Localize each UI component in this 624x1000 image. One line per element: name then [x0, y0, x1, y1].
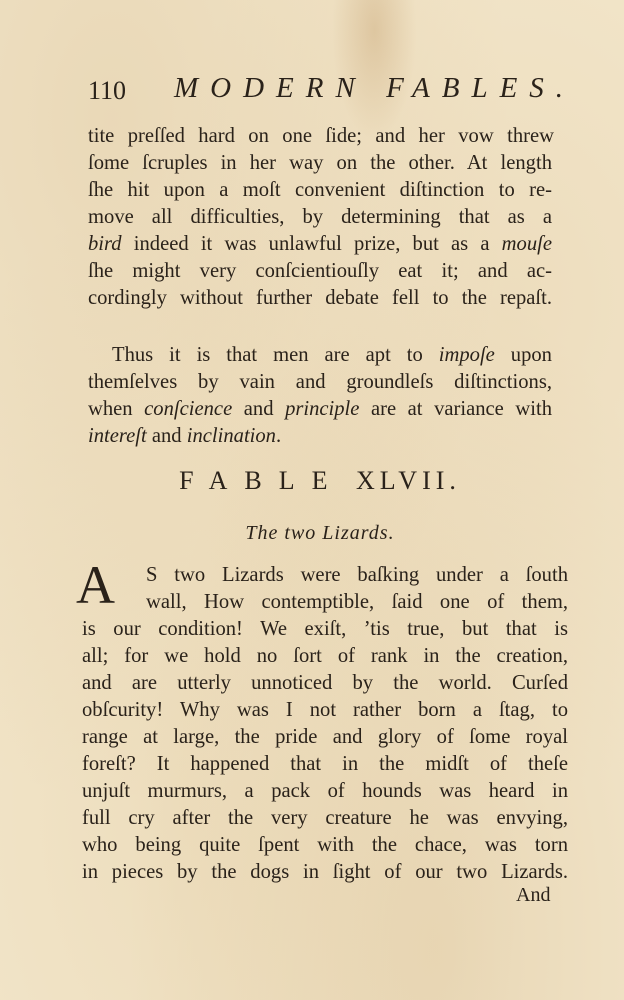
text-line: all; for we hold no ſort of rank in the creation,: [82, 645, 568, 667]
text-line: in pieces by the dogs in ſight of our two Lizards.: [82, 861, 568, 883]
text-line: Thus it is that men are apt to impoſe upon: [112, 344, 552, 366]
text-line: cordingly without further debate fell to the repaſt.: [88, 287, 552, 309]
text-line: bird indeed it was unlawful prize, but as a mouſe: [88, 233, 552, 255]
text-line: unjuſt murmurs, a pack of hounds was heard in: [82, 780, 568, 802]
text-line: wall, How contemptible, ſaid one of them,: [146, 591, 568, 613]
text-line: themſelves by vain and groundleſs diſtinctions,: [88, 371, 552, 393]
text-line: S two Lizards were baſking under a ſouth: [146, 564, 568, 586]
text-line: is our condition! We exiſt, ’tis true, but that is: [82, 618, 568, 640]
text-line: and are utterly unnoticed by the world. Curſed: [82, 672, 568, 694]
text-line: move all difficulties, by determining that as a: [88, 206, 552, 228]
text-line: who being quite ſpent with the chace, was torn: [82, 834, 568, 856]
running-title: MODERN FABLES.: [174, 72, 576, 104]
text-line: full cry after the very creature he was envying,: [82, 807, 568, 829]
text-line: intereſt and inclination.: [88, 425, 282, 447]
text-line: ſhe might very conſcientiouſly eat it; and ac-: [88, 260, 552, 282]
page-header: [88, 72, 576, 112]
text-line: ſhe hit upon a moſt convenient diſtinction to re-: [88, 179, 552, 201]
text-line: obſcurity! Why was I not rather born a ſtag, to: [82, 699, 568, 721]
fable-subtitle: The two Lizards.: [245, 522, 395, 544]
fable-heading: FABLE XLVII.: [179, 466, 461, 495]
page-number: 110: [88, 76, 127, 105]
text-line: range at large, the pride and glory of ſome royal: [82, 726, 568, 748]
text-line: ſome ſcruples in her way on the other. At length: [88, 152, 552, 174]
catchword: And: [516, 884, 551, 906]
drop-cap: A: [76, 555, 115, 615]
text-line: tite preſſed hard on one ſide; and her vow threw: [88, 125, 554, 147]
text-line: when conſcience and principle are at variance with: [88, 398, 552, 420]
text-line: foreſt? It happened that in the midſt of theſe: [82, 753, 568, 775]
